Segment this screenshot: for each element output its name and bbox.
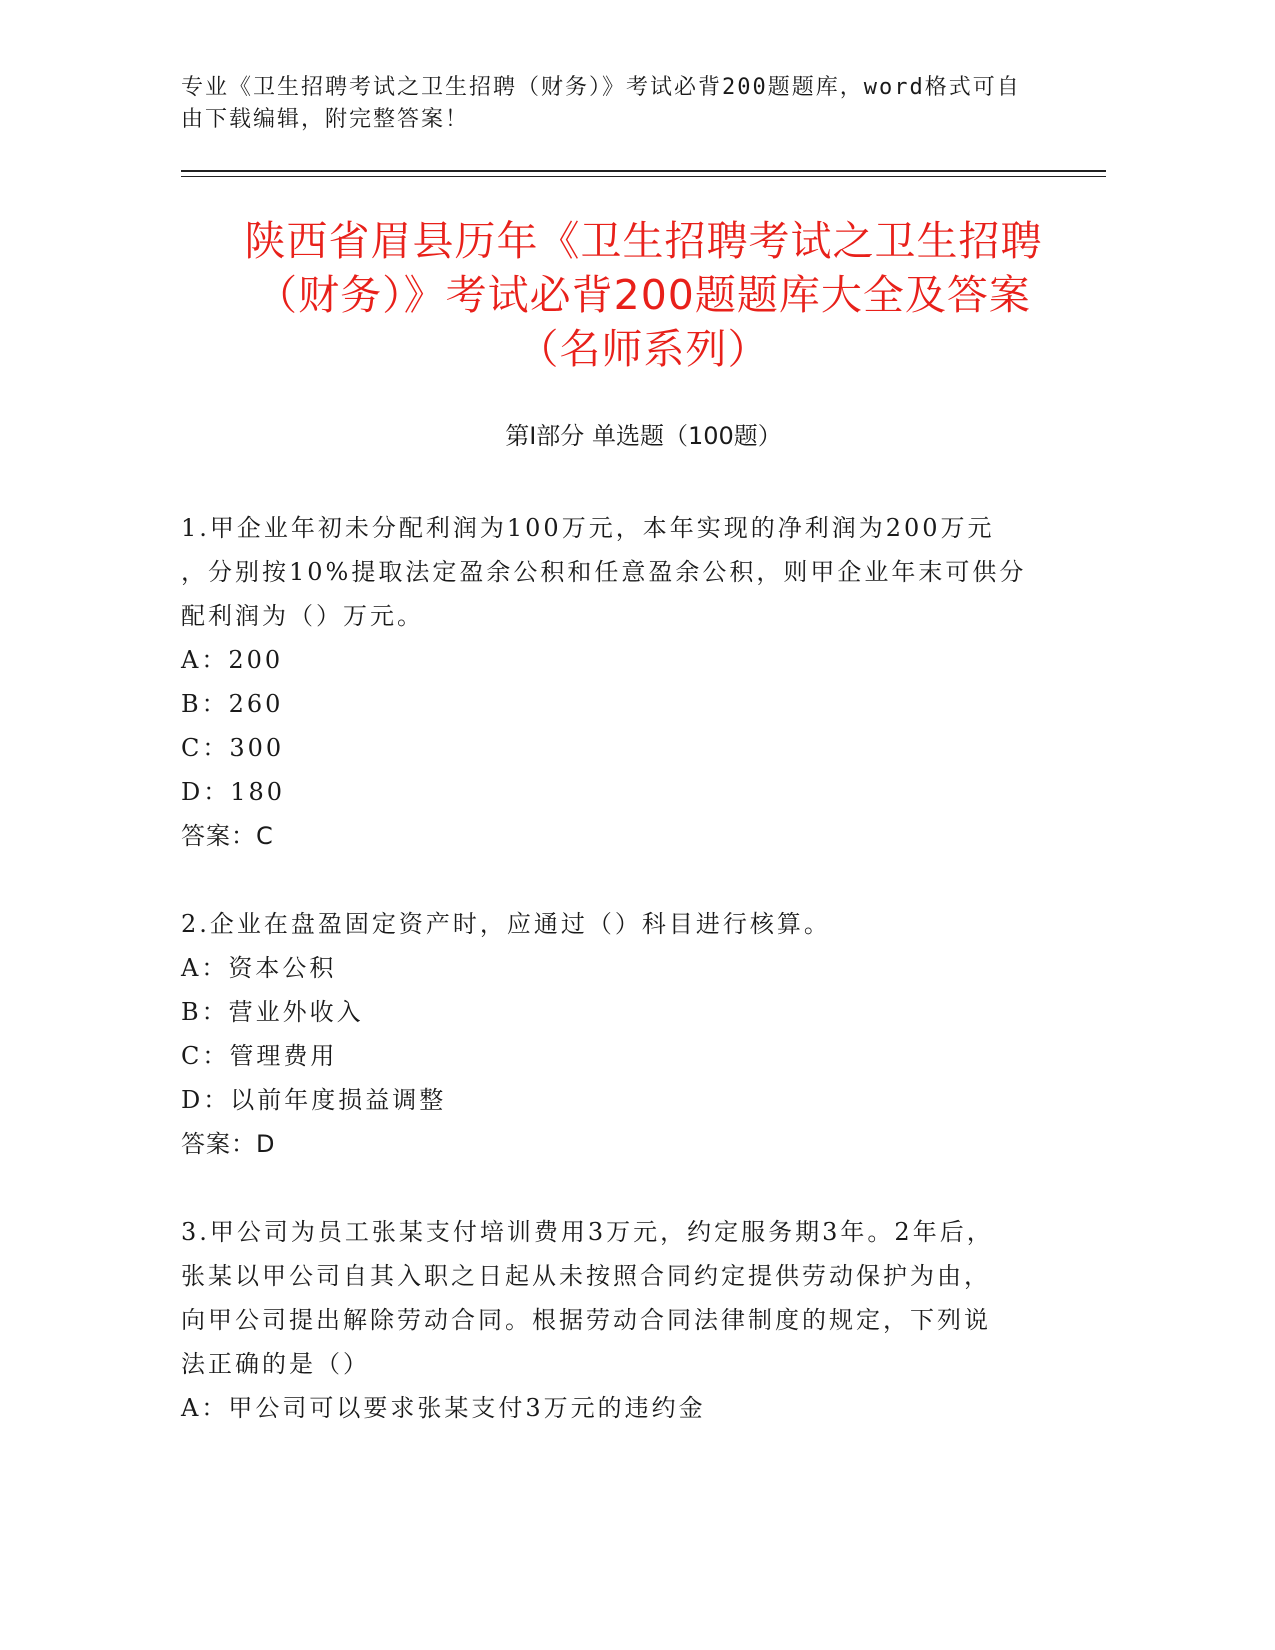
option-d: D：以前年度损益调整 <box>181 1086 447 1114</box>
question-stem-line: 法正确的是（） <box>181 1350 370 1378</box>
question-stem-line: 2.企业在盘盈固定资产时，应通过（）科目进行核算。 <box>181 910 831 938</box>
answer-key: 答案：C <box>181 822 274 850</box>
document-title <box>181 214 1106 376</box>
question-2 <box>181 902 1061 1166</box>
download-note-line-1: 专业《卫生招聘考试之卫生招聘（财务）》考试必背200题题库，word格式可自 <box>181 75 1021 100</box>
answer-key: 答案：D <box>181 1130 276 1158</box>
document-title-line-1: 陕西省眉县历年《卫生招聘考试之卫生招聘 <box>244 217 1043 265</box>
question-stem-line: ，分别按10%提取法定盈余公积和任意盈余公积，则甲企业年末可供分 <box>181 558 1027 586</box>
document-title-line-2: （财务）》考试必背200题题库大全及答案 <box>256 271 1031 319</box>
section-heading: 第I部分 单选题（100题） <box>505 422 782 450</box>
download-note-line-2: 由下载编辑，附完整答案！ <box>181 107 470 132</box>
question-list <box>181 506 1061 1474</box>
question-1 <box>181 506 1061 858</box>
question-stem-line: 1.甲企业年初未分配利润为100万元，本年实现的净利润为200万元 <box>181 514 995 542</box>
option-b: B：260 <box>181 690 284 718</box>
download-note <box>181 72 1061 136</box>
question-stem-line: 张某以甲公司自其入职之日起从未按照合同约定提供劳动保护为由， <box>181 1262 991 1290</box>
question-stem-line: 向甲公司提出解除劳动合同。根据劳动合同法律制度的规定，下列说 <box>181 1306 991 1334</box>
option-a: A：甲公司可以要求张某支付3万元的违约金 <box>181 1394 706 1422</box>
option-a: A：资本公积 <box>181 954 337 982</box>
option-c: C：300 <box>181 734 285 762</box>
header-divider-thick <box>181 170 1106 172</box>
header-divider-thin <box>181 176 1106 177</box>
question-3 <box>181 1210 1061 1430</box>
option-c: C：管理费用 <box>181 1042 338 1070</box>
question-stem-line: 3.甲公司为员工张某支付培训费用3万元，约定服务期3年。2年后， <box>181 1218 994 1246</box>
option-b: B：营业外收入 <box>181 998 364 1026</box>
document-title-line-3: （名师系列） <box>517 325 770 373</box>
option-d: D：180 <box>181 778 286 806</box>
question-stem-line: 配利润为（）万元。 <box>181 602 424 630</box>
option-a: A：200 <box>181 646 284 674</box>
